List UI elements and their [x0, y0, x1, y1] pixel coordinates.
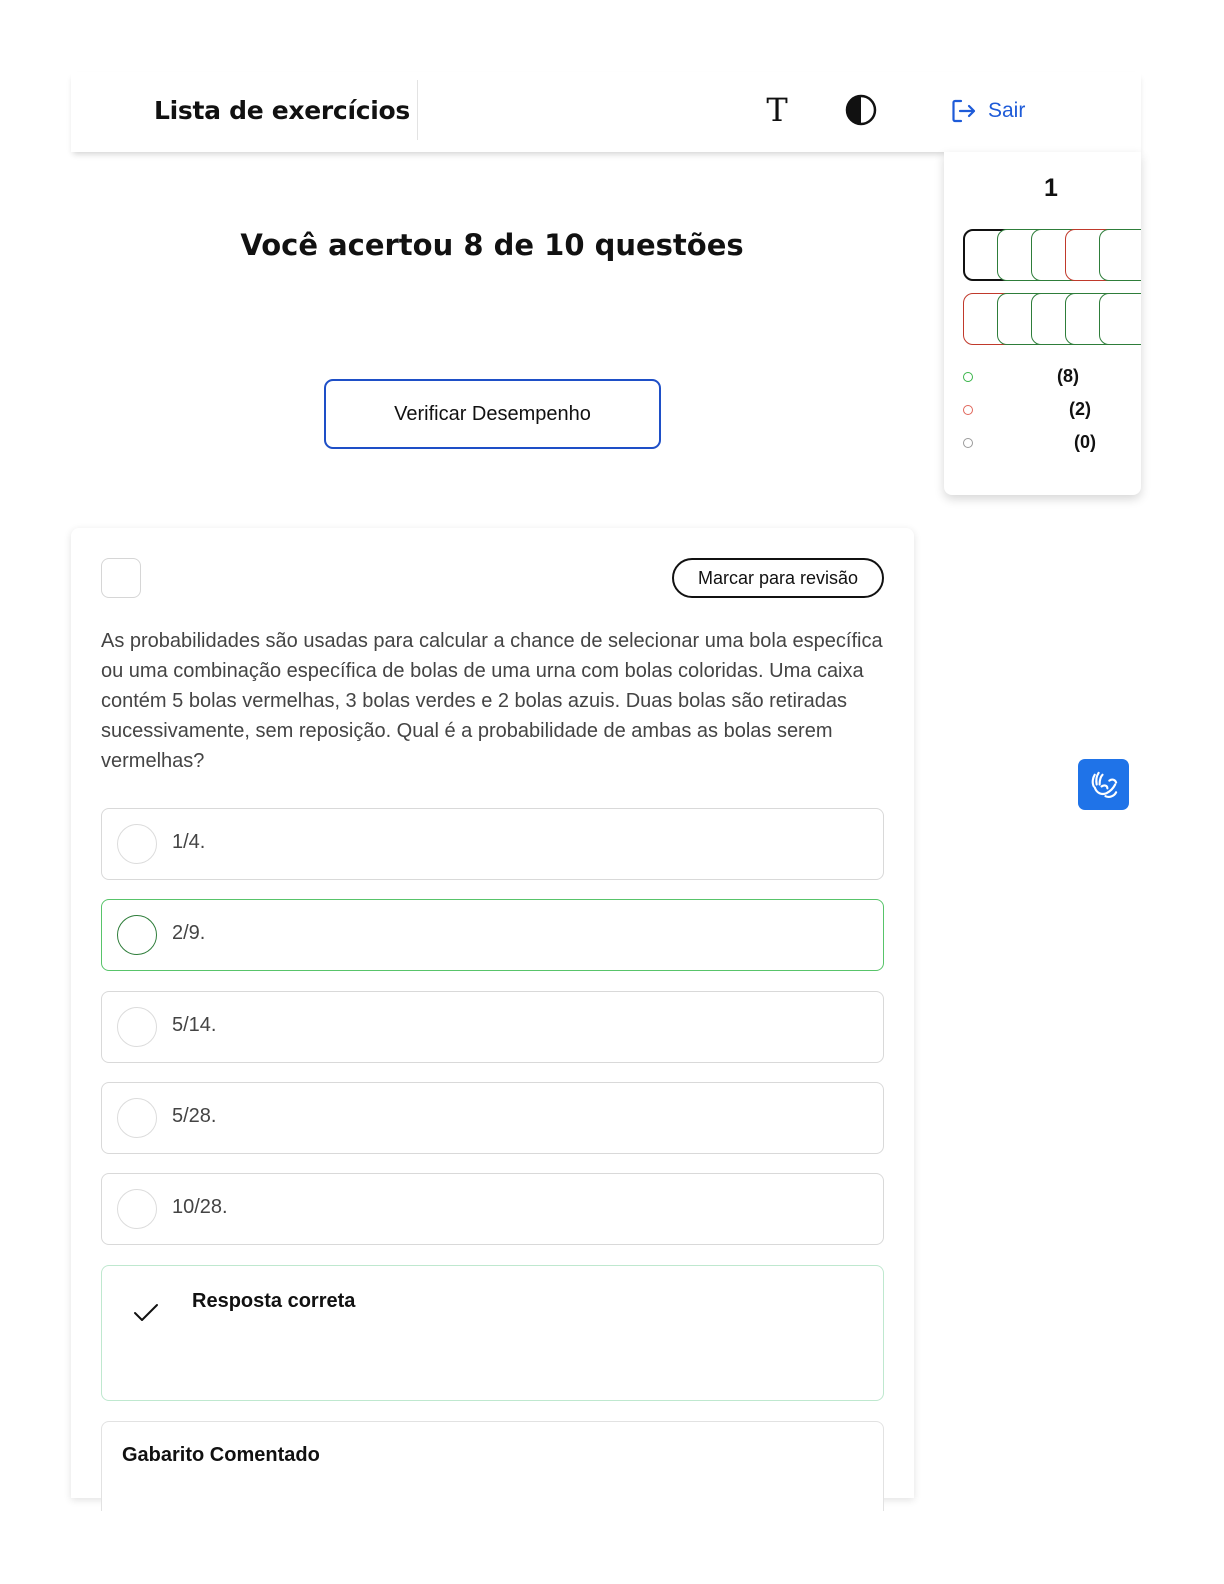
current-question-number: 1 [1044, 174, 1058, 202]
option-radio[interactable] [117, 1189, 157, 1229]
logout-button[interactable] [950, 96, 1025, 126]
correct-count: (8) [1057, 366, 1079, 386]
top-header [71, 72, 1141, 152]
question-grid [963, 229, 1141, 357]
page-title: Lista de exercícios [154, 96, 410, 125]
question-nav-cell-correct[interactable] [1099, 293, 1141, 345]
option-radio[interactable] [117, 915, 157, 955]
question-nav-cell-correct[interactable] [1099, 229, 1141, 281]
sign-language-button[interactable] [1078, 759, 1129, 810]
question-grid-row [963, 293, 1141, 345]
commented-answer-section [101, 1421, 884, 1511]
answer-option[interactable] [101, 991, 884, 1063]
question-checkbox[interactable] [101, 558, 141, 598]
option-label: 1/4. [172, 831, 206, 853]
answer-option[interactable] [101, 1173, 884, 1245]
option-label: 2/9. [172, 922, 206, 944]
unanswered-count: (0) [1074, 432, 1096, 452]
score-title: Você acertou 8 de 10 questões [240, 228, 744, 262]
logout-icon [950, 97, 978, 125]
contrast-icon[interactable] [845, 94, 877, 126]
answer-option[interactable] [101, 1082, 884, 1154]
option-label: 10/28. [172, 1196, 228, 1218]
verify-performance-button[interactable]: Verificar Desempenho [324, 379, 661, 449]
answer-option[interactable] [101, 808, 884, 880]
question-card [71, 528, 914, 1498]
sign-language-hands-icon [1086, 767, 1121, 802]
answer-option-correct[interactable] [101, 899, 884, 971]
header-divider [417, 80, 418, 140]
feedback-title: Resposta correta [192, 1290, 356, 1312]
option-radio[interactable] [117, 824, 157, 864]
wrong-status-dot [963, 405, 973, 415]
correct-status-dot [963, 372, 973, 382]
mark-for-review-button[interactable]: Marcar para revisão [672, 558, 884, 598]
checkmark-icon [132, 1298, 160, 1326]
commented-answer-title: Gabarito Comentado [122, 1444, 320, 1466]
question-navigator [944, 152, 1141, 495]
wrong-count: (2) [1069, 399, 1091, 419]
unanswered-status-dot [963, 438, 973, 448]
option-label: 5/14. [172, 1014, 217, 1036]
answer-feedback [101, 1265, 884, 1401]
option-radio[interactable] [117, 1098, 157, 1138]
option-label: 5/28. [172, 1105, 217, 1127]
option-radio[interactable] [117, 1007, 157, 1047]
logout-label: Sair [988, 99, 1026, 122]
question-grid-row [963, 229, 1141, 281]
font-size-icon[interactable]: T [766, 91, 788, 129]
question-text: As probabilidades são usadas para calcular a chance de selecionar uma bola específica ou uma combinação específica de bolas de uma urna com bolas coloridas. Uma caixa contém 5 bolas vermelhas, 3 bolas verdes e 2 bolas azuis. Duas bolas são retiradas sucessivamente, sem reposição. Qual é a probabilidade de ambas as bolas serem vermelhas? [101, 630, 883, 772]
